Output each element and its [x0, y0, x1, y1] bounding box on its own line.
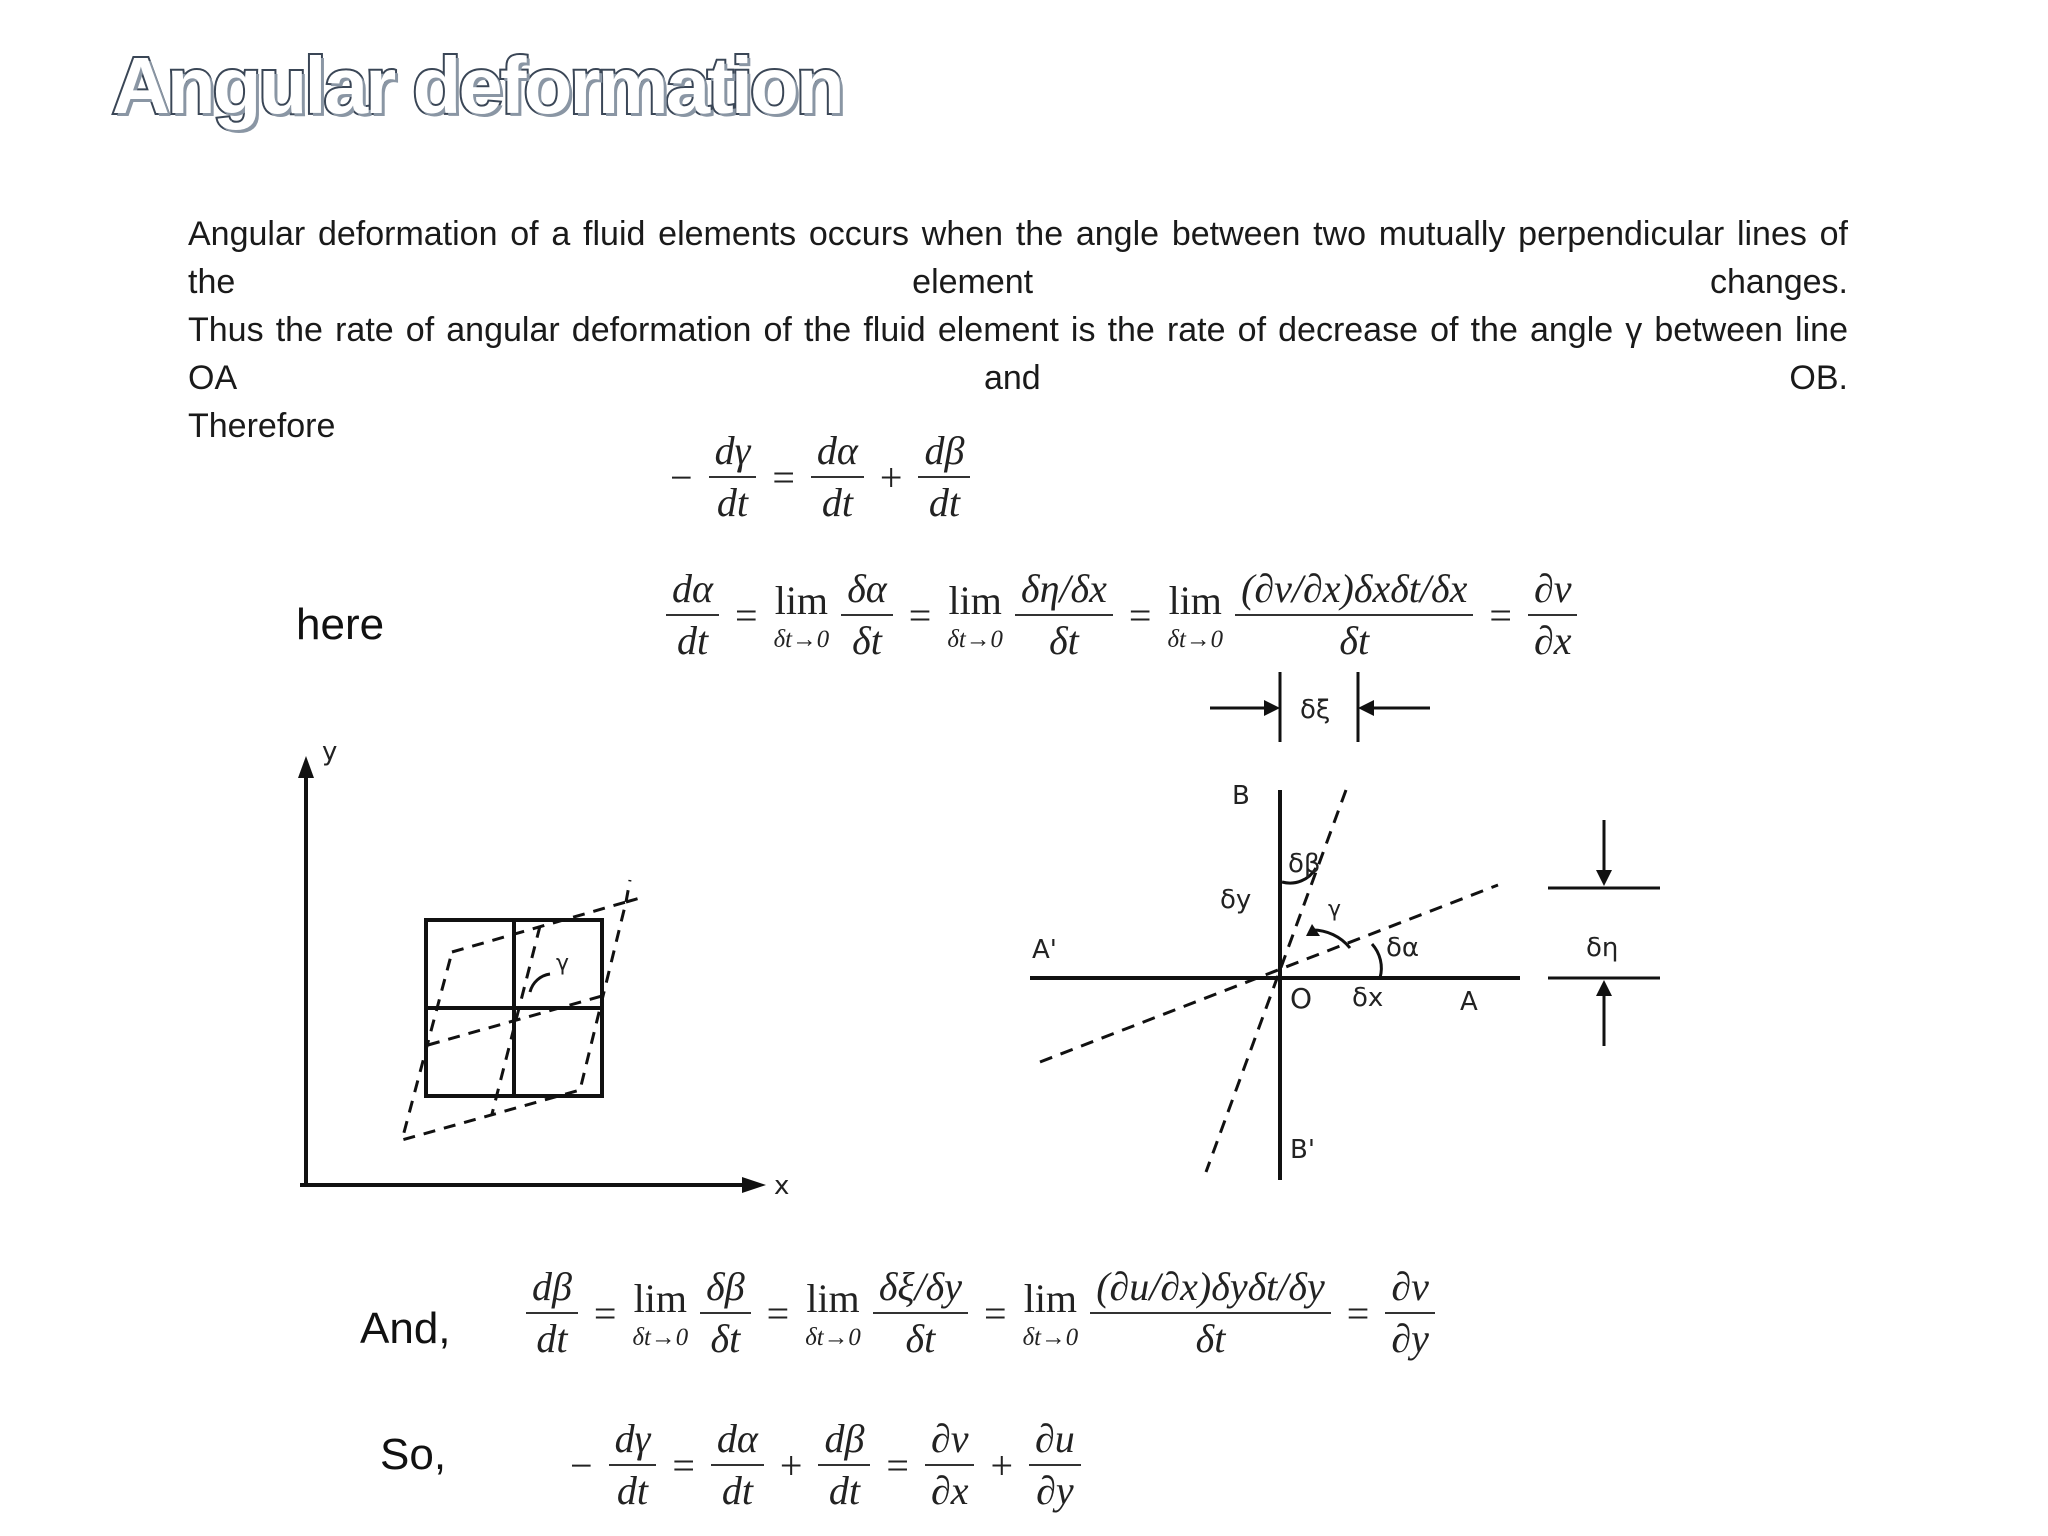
y-axis-arrow [298, 756, 314, 778]
label-delta-beta: δβ [1288, 849, 1321, 879]
label-B-prime: B' [1290, 1135, 1315, 1165]
figure-right-element [1020, 660, 1700, 1200]
equation-dalpha-dt: $\frac{d\alpha}{dt}$ = lim δt→0 $\frac{\delta\alpha}{\delta t}$ = lim δt→0 $\frac{\delta\eta/\delta x}{\delta t}$ = lim δt→0 $\frac{\text{(∂v/∂x)δxδt/δx}}{\delta t}$ = $\frac{\partial v}{\partial x}$ [660, 568, 1583, 662]
intro-text [188, 210, 1848, 450]
equation-dbeta-dt: $\frac{d\beta}{dt}$ = lim δt→0 $\frac{\delta\beta}{\delta t}$ = lim δt→0 $\frac{\delta\xi/\delta y}{\delta t}$ = lim δt→0 $\frac{\text{(∂u/∂x)δyδt/δy}}{\delta t}$ = $\frac{\partial v}{\partial y}$ [520, 1266, 1441, 1360]
equals-sign: = [772, 454, 795, 500]
limit: lim δt→0 [947, 577, 1003, 653]
limit: lim δt→0 [1022, 1275, 1079, 1351]
x-axis-arrow [742, 1177, 766, 1193]
label-A: A [1460, 987, 1478, 1017]
label-B: B [1232, 781, 1250, 811]
label-gamma: γ [1328, 897, 1342, 922]
limit: lim δt→0 [773, 577, 830, 653]
plus-sign: + [879, 454, 903, 500]
paragraph-3: Therefore [188, 407, 336, 445]
equation-gamma-rate [660, 430, 976, 524]
gamma-label: γ [556, 951, 570, 976]
label-A-prime: A' [1032, 935, 1057, 965]
y-axis-label: y [322, 737, 338, 767]
limit: lim δt→0 [805, 1275, 861, 1351]
equation-final: − $\frac{d\gamma}{dt}$ = $\frac{d\alpha}{dt}$ + $\frac{d\beta}{dt}$ = $\frac{\partial v}{\partial x}$ + $\frac{\partial u}{\partial y}$ [560, 1418, 1087, 1512]
solid-element [426, 920, 602, 1096]
minus-sign: − [670, 454, 693, 500]
label-delta-x: δx [1352, 983, 1384, 1013]
fraction-dbeta-dt: $\frac{d\beta}{dt}$ [918, 430, 970, 524]
paragraph-1: Angular deformation of a fluid elements occurs when the angle between two mutually perpendicular lines of the element changes. [188, 215, 1848, 301]
deformed-element [402, 830, 646, 1140]
label-and: And, [360, 1304, 451, 1353]
limit: lim δt→0 [1167, 577, 1224, 653]
label-here: here [296, 600, 385, 649]
label-delta-alpha: δα [1386, 933, 1420, 963]
slide-title: Angular deformation [112, 41, 842, 130]
x-axis-label: x [774, 1171, 790, 1200]
label-delta-y: δy [1220, 885, 1252, 915]
delta-xi-label: δξ [1300, 695, 1331, 725]
label-delta-eta: δη [1586, 933, 1619, 963]
limit: lim δt→0 [632, 1275, 689, 1351]
rotated-line-B [1206, 790, 1346, 1172]
label-O: O [1290, 982, 1313, 1015]
rotated-line-A [1040, 885, 1498, 1062]
paragraph-2: Thus the rate of angular deformation of the fluid element is the rate of decrease of the angle γ between line OA and OB. [188, 311, 1848, 397]
gamma-arc [530, 974, 550, 992]
fraction-dalpha-dt: $\frac{d\alpha}{dt}$ [811, 430, 864, 524]
fraction-dgamma-dt: $\frac{d\gamma}{dt}$ [709, 430, 757, 524]
label-so: So, [380, 1430, 447, 1479]
figure-left-element [280, 730, 820, 1200]
delta-alpha-arc [1372, 944, 1381, 978]
